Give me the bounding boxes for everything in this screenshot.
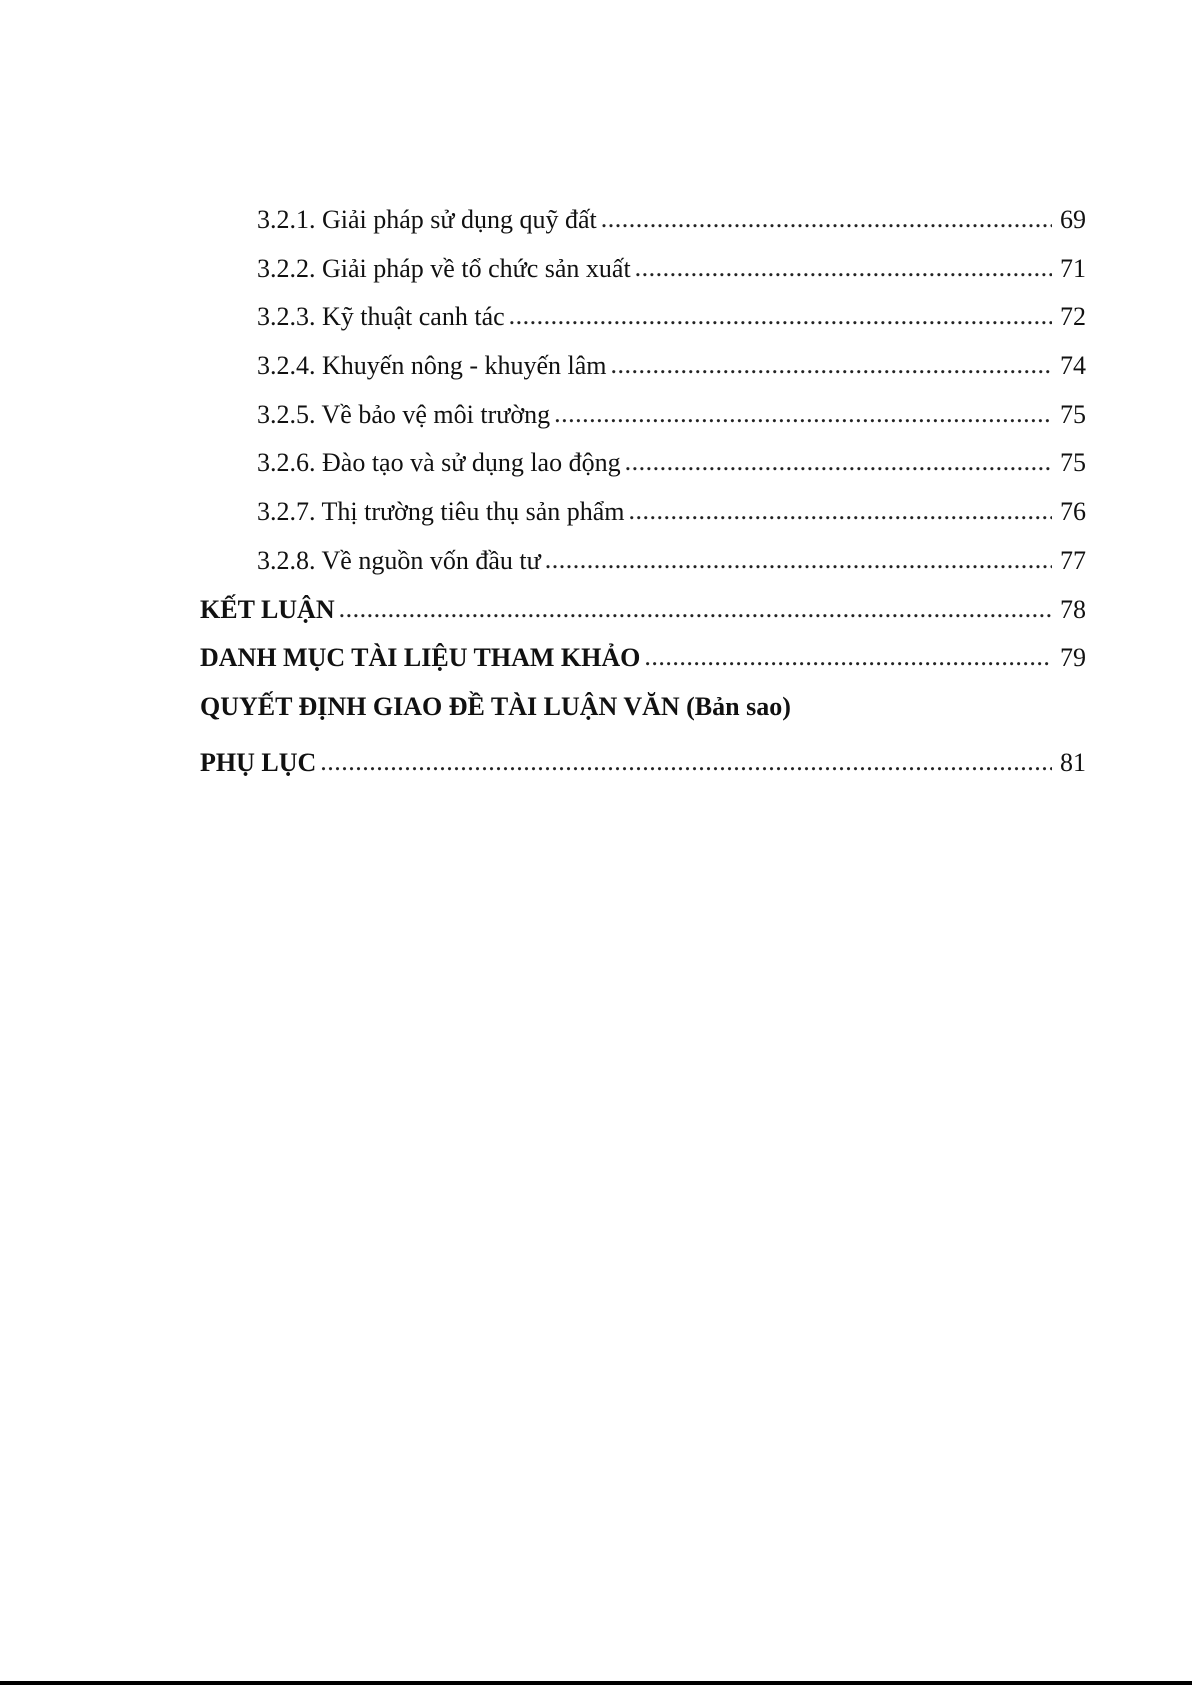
toc-entry-title: 3.2.2. Giải pháp về tổ chức sản xuất [257,253,631,283]
toc-entry-tai-lieu-tham-khao[interactable] [200,634,1086,683]
toc-entry-title: 3.2.5. Về bảo vệ môi trường [257,399,551,429]
toc-entry-page: 77 [1060,545,1086,575]
toc-dot-leader [509,292,1052,341]
toc-entry-3-2-7[interactable] [200,488,1086,537]
toc-entry-page: 81 [1060,747,1086,777]
toc-entry-title: KẾT LUẬN [200,594,335,624]
toc-entry-3-2-6[interactable] [200,439,1086,488]
page-bottom-border [0,1681,1192,1685]
toc-entry-page: 75 [1060,399,1086,429]
toc-entry-3-2-5[interactable] [200,391,1086,440]
toc-entry-title: 3.2.4. Khuyến nông - khuyến lâm [257,351,607,381]
toc-entry-3-2-3[interactable] [200,293,1086,342]
toc-entry-3-2-2[interactable] [200,245,1086,294]
toc-entry-page: 72 [1060,302,1086,332]
toc-entry-page: 71 [1060,253,1086,283]
toc-entry-page: 76 [1060,497,1086,527]
toc-dot-leader [320,738,1052,787]
toc-dot-leader [601,195,1052,244]
toc-dot-leader [554,390,1052,439]
table-of-contents [200,196,1086,788]
toc-dot-leader [545,536,1052,585]
toc-entry-title: QUYẾT ĐỊNH GIAO ĐỀ TÀI LUẬN VĂN (Bản sao) [200,691,791,721]
toc-entry-3-2-1[interactable] [200,196,1086,245]
toc-entry-phu-luc[interactable] [200,739,1086,788]
toc-entry-page: 78 [1060,594,1086,624]
toc-entry-title: 3.2.8. Về nguồn vốn đầu tư [257,545,541,575]
toc-entry-page: 74 [1060,351,1086,381]
toc-entry-ket-luan[interactable] [200,586,1086,635]
toc-dot-leader [339,585,1052,634]
toc-entry-3-2-4[interactable] [200,342,1086,391]
toc-entry-3-2-8[interactable] [200,537,1086,586]
toc-entry-title: 3.2.1. Giải pháp sử dụng quỹ đất [257,205,597,234]
toc-dot-leader [629,487,1053,536]
toc-entry-title: DANH MỤC TÀI LIỆU THAM KHẢO [200,643,641,673]
toc-entry-page: 75 [1060,448,1086,478]
toc-entry-page: 69 [1060,205,1086,234]
toc-entry-title: PHỤ LỤC [200,747,317,777]
toc-entry-title: 3.2.6. Đào tạo và sử dụng lao động [257,448,621,478]
toc-dot-leader [625,438,1052,487]
toc-entry-title: 3.2.7. Thị trường tiêu thụ sản phẩm [257,497,625,527]
toc-dot-leader [635,244,1052,293]
toc-entry-title: 3.2.3. Kỹ thuật canh tác [257,302,505,332]
toc-dot-leader [644,633,1052,682]
toc-entry-page: 79 [1060,643,1086,673]
toc-dot-leader [611,341,1052,390]
toc-entry-quyet-dinh[interactable] [200,683,1086,739]
